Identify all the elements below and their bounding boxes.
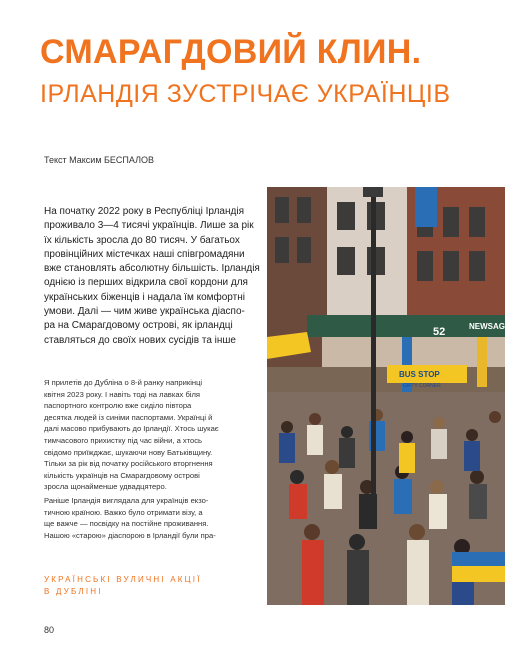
lead-line: На початку 2022 року в Республіці Ірландія — [44, 206, 244, 217]
caption-line: В ДУБЛІНІ — [44, 587, 103, 596]
lead-line: ставляться до своїх нових сусідів та інше — [44, 334, 236, 346]
body-line: десятка людей із синіми паспортами. Українці й — [44, 412, 213, 422]
body-line: Я прилетів до Дубліна о 8-й ранку наприкінці — [44, 378, 203, 387]
building-number-sign: 52 — [433, 326, 446, 338]
body-line: квітня 2023 року. І навіть тоді на лавках біля — [44, 389, 201, 399]
lead-line: провінційних містечках наші співгромадяни — [44, 248, 245, 260]
lead-line: ра на Смарагдовому острові, як ірландці — [44, 320, 233, 332]
body-line: зросла щонайменше удвадцятеро. — [44, 482, 167, 492]
lead-line: однією із перших відкрила свої кордони для — [44, 277, 248, 289]
lead-line: вже становлять абсолютну більшість. Ірландія — [44, 263, 260, 275]
lead-paragraph — [44, 205, 262, 348]
body-line: тимчасового прихистку під час війни, а хтось — [44, 435, 202, 445]
body-line: кількість українців на Смарагдовому острові — [44, 470, 200, 480]
corner-sign: GIFTY CORNER — [403, 383, 441, 389]
shop-sign: NEWSAG — [469, 322, 505, 331]
body-line: Раніше Ірландія виглядала для українців екзо- — [44, 496, 209, 505]
street-rally-photo — [267, 187, 505, 605]
body-paragraph-1 — [44, 377, 262, 493]
lead-line: умови. Далі — чим живе українська діаспо- — [44, 306, 245, 318]
page-number: 80 — [44, 625, 55, 635]
byline: Текст Максим БЕСПАЛОВ — [44, 155, 155, 165]
caption-line: УКРАЇНСЬКІ ВУЛИЧНІ АКЦІЇ — [44, 575, 202, 584]
lead-line: проживало 3—4 тисячі українців. Лише за рік — [44, 220, 254, 232]
body-line: Нашою «старою» діаспорою в Ірландії були пра- — [44, 530, 216, 540]
body-line: ще важче — посвідку на постійне проживання. — [44, 519, 209, 529]
body-line: паспортного контролю вже сиділо півтора — [44, 401, 192, 411]
bus-stop-sign: BUS STOP — [399, 370, 440, 379]
body-paragraph-2 — [44, 495, 262, 541]
lead-line: їх кількість зросла до 80 тисяч. У багатьох — [44, 234, 240, 246]
body-line: тичною країною. Важко було отримати візу, а — [44, 507, 203, 517]
lead-line: українських біженців і надала їм комфортні — [44, 291, 245, 303]
body-line: свідомо приїжджає, шукаючи нову Батьківщину. — [44, 447, 213, 457]
body-line: Тільки за рік від початку російського вторгнення — [44, 459, 213, 469]
article-title: СМАРАГДОВИЙ КЛИН. — [40, 33, 422, 71]
body-line: далі масово прибувають до Ірландії. Хтось шукає — [44, 424, 219, 434]
photo-caption — [44, 574, 202, 598]
article-subtitle: ІРЛАНДІЯ ЗУСТРІЧАЄ УКРАЇНЦІВ — [40, 80, 451, 108]
